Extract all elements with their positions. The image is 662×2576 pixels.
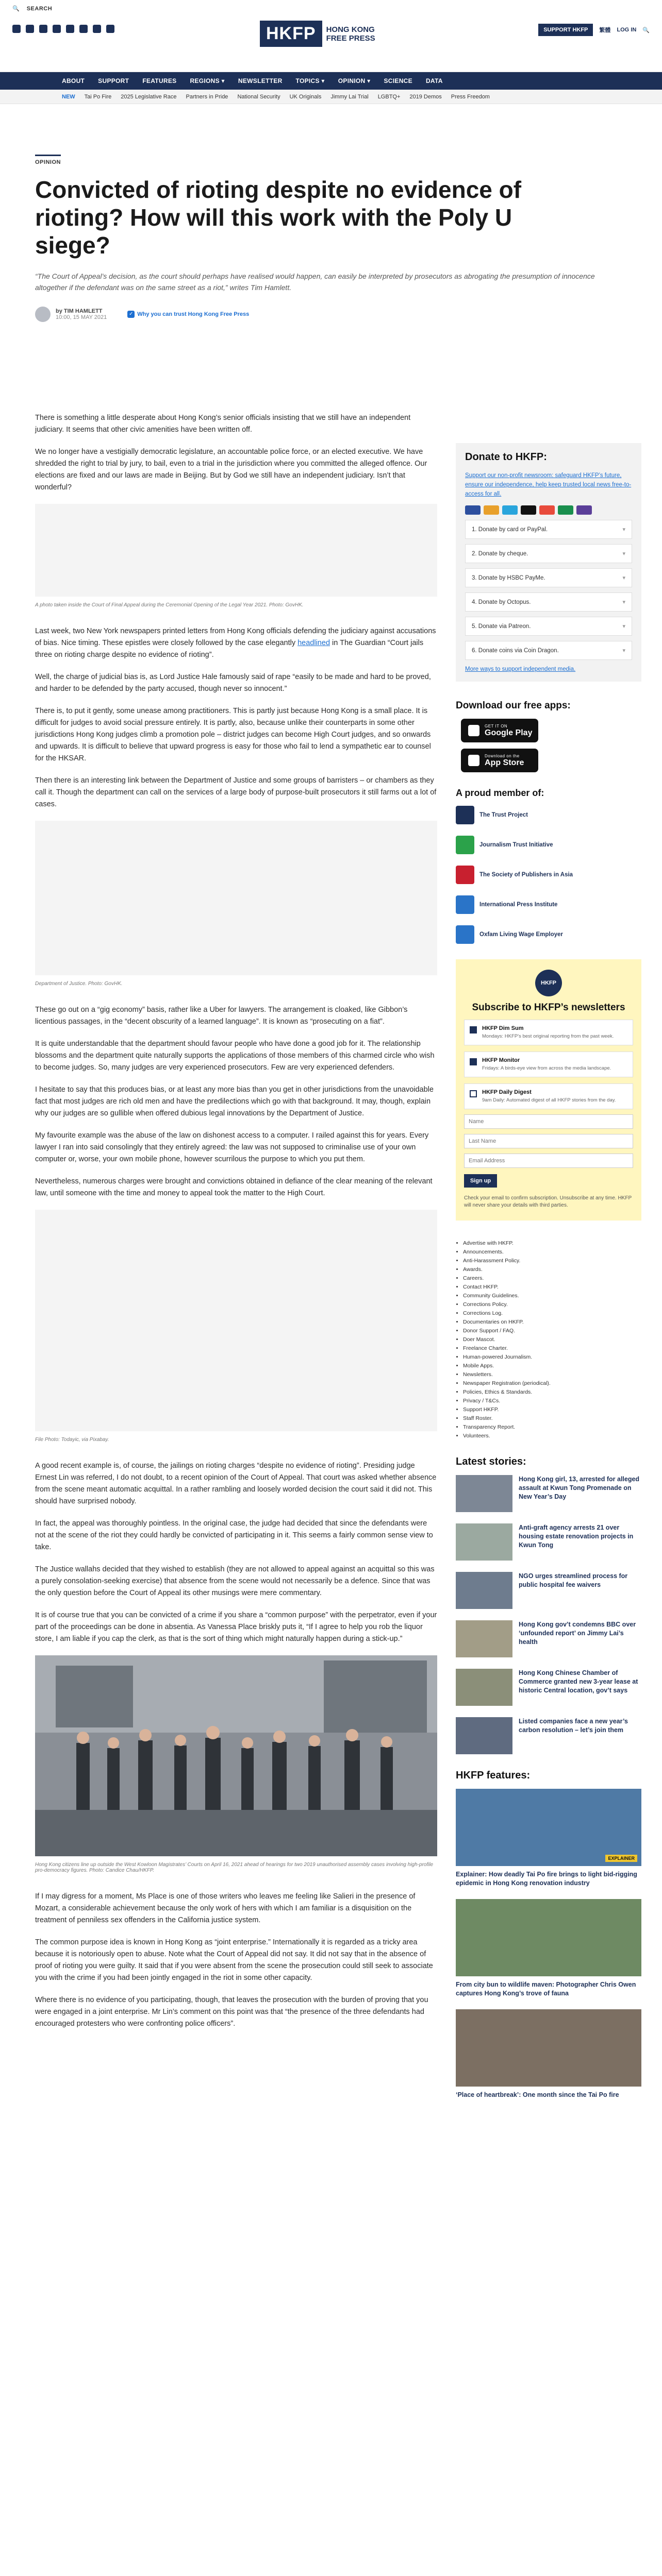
checkbox[interactable] — [470, 1090, 477, 1097]
trust-link-label: Why you can trust Hong Kong Free Press — [137, 311, 250, 317]
more-ways-link[interactable]: More ways to support independent media. — [465, 666, 576, 672]
member-title: A proud member of: — [456, 788, 544, 798]
site-link[interactable]: • Doer Mascot. — [463, 1335, 641, 1344]
paragraph: A good recent example is, of course, the jailings on rioting charges “despite no evidence of rioting”. Presiding judge Ernest Lin was referred, I do not doubt, to a recent opinion of the Court of Appeal. That court was asked whether absence from the scene meant automatic acquittal. In a rather rambling and loosely worded decision the court said it did not. This should have surprised nobody. — [35, 1462, 437, 1505]
donate-option-label: 5. Donate via Patreon. — [472, 623, 531, 630]
donate-link[interactable]: Support our non-profit newsroom: safeguard HKFP’s future, ensure our independence, help keep trusted local news free-to-access for all. — [465, 472, 632, 497]
donate-option[interactable] — [465, 592, 632, 612]
member-org[interactable] — [456, 836, 641, 854]
paragraph: We no longer have a vestigially democratic legislature, an accountable police force, or an elected executive. We have shredded the right to trial by jury, to bail, even to a trial in the jurisdiction where you committed the alleged offence. Our elections are fixed and our laws are made in Beijing. But by God we still have an independent judiciary. Isn’t that wonderful? — [35, 448, 427, 492]
option-name: HKFP Daily Digest — [482, 1089, 532, 1095]
paragraph: It is quite understandable that the department should favour people who have done a good job for it. The relationship blossoms and the department quite naturally supports the applications of those members of this charmed circle who wish to become judges. So, many judges are very experienced prosecutors. Few are very experienced defenders. — [35, 1040, 435, 1072]
paragraph: The Justice wallahs decided that they wished to establish (they are not allowed to appeal against an acquittal so this was a purely consolation-seeking exercise) that absence from the scene would not necessarily be a defence. Since that was the only question before the Court of Appeal its other musings were mere commentary. — [35, 1565, 435, 1597]
story-item[interactable] — [456, 1669, 641, 1706]
paragraph: It is of course true that you can be convicted of a crime if you share a “common purpose” with the perpetrator, even if your part of the proceedings can be done in absentia. As Vanessa Place briskly puts it, “If I agree to help you rob the liquor store, I am liable if you cap the clerk, as that is the sort of thing which might naturally happen during a stick-up.” — [35, 1611, 437, 1643]
checkbox[interactable] — [470, 1026, 477, 1033]
org-name: Journalism Trust Initiative — [479, 842, 553, 848]
explainer-badge: EXPLAINER — [605, 1855, 637, 1862]
site-link[interactable]: • Careers. — [463, 1274, 641, 1283]
computer-photo — [35, 1210, 437, 1431]
story-thumbnail — [456, 1475, 512, 1512]
topic-link[interactable]: Jimmy Lai Trial — [330, 93, 369, 100]
nav-item[interactable]: ABOUT — [62, 77, 85, 84]
nav-item[interactable]: NEWSLETTER — [238, 77, 283, 84]
site-link[interactable]: • Support HKFP. — [463, 1405, 641, 1414]
payme-icon — [558, 505, 573, 515]
sopa-icon — [456, 866, 474, 884]
paragraph — [35, 625, 437, 661]
linkedin-icon[interactable] — [79, 25, 88, 33]
nav-item[interactable]: REGIONS ▾ — [190, 77, 225, 84]
avatar — [35, 307, 51, 322]
donate-widget — [456, 443, 641, 682]
donate-option-label: 1. Donate by card or PayPal. — [472, 526, 548, 533]
nav-item[interactable]: DATA — [425, 77, 443, 84]
paragraph: I hesitate to say that this produces bias, or at least any more bias than you get in other jurisdictions from the unavoidable fact that most judges are rich old men and have the predilections which go with that background. It may, though, explain why our judges are so gullible when offered dubious legal innovations by the Department of Justice. — [35, 1086, 434, 1117]
site-link[interactable]: • Transparency Report. — [463, 1423, 641, 1432]
octopus-icon — [576, 505, 592, 515]
checkbox[interactable] — [470, 1058, 477, 1065]
feature-image — [456, 1899, 641, 1976]
site-link[interactable]: • Newsletters. — [463, 1370, 641, 1379]
site-link[interactable]: • Documentaries on HKFP. — [463, 1318, 641, 1327]
donate-option[interactable] — [465, 520, 632, 539]
story-item[interactable] — [456, 1523, 641, 1561]
newsletter-widget — [456, 959, 641, 1221]
mastercard-icon — [484, 505, 499, 515]
newsletter-option[interactable] — [464, 1020, 633, 1045]
byline-text — [56, 308, 107, 320]
newsletter-logo: HKFP — [535, 970, 562, 996]
paragraph-text: Last week, two New York newspapers printed letters from Hong Kong officials defending the judiciary against accusations of bias. Nice timing. These epistles were closely followed by the case elegantly — [35, 627, 436, 647]
image-caption: Department of Justice. Photo: GovHK. — [35, 981, 123, 987]
story-item[interactable] — [456, 1717, 641, 1754]
option-name: HKFP Monitor — [482, 1057, 520, 1063]
paragraph: In fact, the appeal was thoroughly pointless. In the original case, the judge had decided that since the defendants were not at the scene of the riot they could hardly be convicted of participating in it. This seems a fairly common sense view to take. — [35, 1519, 433, 1551]
story-title: Hong Kong girl, 13, arrested for alleged assault at Kwun Tong Promenade on New Year’s Day — [519, 1476, 640, 1500]
site-link[interactable]: • Policies, Ethics & Standards. — [463, 1388, 641, 1397]
paragraph: These go out on a “gig economy” basis, rather like a Uber for lawyers. The arrangement is cloaked, like Gibbon’s licentious passages, in the “decent obscurity of a learned language”. It is known as “prosecuting on a fiat”. — [35, 1006, 408, 1026]
chevron-down-icon: ▾ — [622, 575, 625, 581]
paragraph: The common purpose idea is known in Hong Kong as “joint enterprise.” Internationally it is regarded as a tricky area because it is notoriously open to abuse. Note what the Court of Appeal did not say. It did not say that in the absence of proof of rioting you were guilty. It said that if you were absent from the scene the prosecution could still seek to associate you with the crime if you had been jointly engaged in the riot in some other capacity. — [35, 1938, 433, 1982]
logo-mark: HKFP — [260, 21, 322, 47]
site-link[interactable]: • Corrections Policy. — [463, 1300, 641, 1309]
apps-title: Download our free apps: — [456, 700, 571, 711]
feature-title: From city bun to wildlife maven: Photographer Chris Owen captures Hong Kong’s trove of fauna — [456, 1981, 636, 1997]
paragraph: My favourite example was the abuse of the law on dishonest access to a computer. I railed against this for years. Every lawyer I ran into said consolingly that they entirely agreed: the law was not supposed to criminalise use of your own computer or, worse, your own mobile phone, however scurrilous the purpose to which you put them. — [35, 1131, 429, 1163]
latest-title: Latest stories: — [456, 1456, 526, 1467]
nav-item[interactable]: FEATURES — [142, 77, 177, 84]
apps-widget — [456, 700, 641, 772]
amex-icon — [502, 505, 518, 515]
site-link[interactable]: • Volunteers. — [463, 1432, 641, 1440]
option-name: HKFP Dim Sum — [482, 1025, 524, 1031]
donate-option-label: 6. Donate coins via Coin Dragon. — [472, 647, 559, 654]
new-badge: NEW — [62, 93, 75, 100]
oxfam-icon — [456, 925, 474, 944]
signup-button[interactable]: Sign up — [464, 1174, 497, 1188]
site-link[interactable]: • Announcements. — [463, 1248, 641, 1257]
nav-item[interactable]: SCIENCE — [384, 77, 412, 84]
site-link[interactable]: • Awards. — [463, 1265, 641, 1274]
donate-option[interactable] — [465, 641, 632, 660]
payment-methods — [465, 505, 632, 515]
store-small-label: Download on the — [485, 753, 520, 758]
byline — [35, 307, 628, 322]
donate-option-label: 4. Donate by Octopus. — [472, 599, 531, 605]
story-item[interactable] — [456, 1475, 641, 1512]
checkmark-icon: ✓ — [127, 311, 135, 318]
feature-image — [456, 2009, 641, 2087]
newsletter-title: Subscribe to HKFP’s newsletters — [472, 1002, 625, 1013]
feature-item[interactable] — [456, 2009, 641, 2099]
topic-link[interactable]: Tai Po Fire — [84, 93, 112, 100]
trust-project-icon — [456, 806, 474, 824]
last-name-field[interactable] — [464, 1134, 633, 1148]
site-link[interactable]: • Donor Support / FAQ. — [463, 1327, 641, 1335]
topic-link[interactable]: 2025 Legislative Race — [121, 93, 177, 100]
youtube-icon[interactable] — [66, 25, 74, 33]
donate-option[interactable] — [465, 544, 632, 563]
author-name[interactable]: by TIM HAMLETT — [56, 308, 103, 314]
chevron-down-icon: ▾ — [622, 527, 625, 533]
social-icons — [12, 25, 114, 33]
paragraph: If I may digress for a moment, Ms Place is one of those writers who leaves me feeling like Salieri in the presence of Mozart, a considerable achievement because the only work of hers with which I am familiar is a disquisition on the treatment of penniless sex offenders in the California justice system. — [35, 1892, 416, 1924]
features-widget — [456, 1770, 641, 2099]
newsletter-option-text — [482, 1057, 611, 1072]
google-play-icon — [468, 725, 479, 736]
jti-icon — [456, 836, 474, 854]
apple-icon — [468, 755, 479, 766]
search-icon[interactable]: 🔍 — [12, 6, 20, 12]
site-link[interactable]: • Newspaper Registration (periodical). — [463, 1379, 641, 1388]
topic-link[interactable]: National Security — [237, 93, 280, 100]
store-big-label: App Store — [485, 758, 524, 767]
site-link[interactable]: • Contact HKFP. — [463, 1283, 641, 1292]
site-link[interactable]: • Privacy / T&Cs. — [463, 1397, 641, 1405]
chevron-down-icon: ▾ — [622, 551, 625, 557]
paragraph: Well, the charge of judicial bias is, as Lord Justice Hale famously said of rape “easily to be made and hard to be proved, and harder to be defended by the party accused, though never so innocent.” — [35, 673, 431, 693]
category-label[interactable]: OPINION — [35, 155, 61, 165]
site-link[interactable]: • Human-powered Journalism. — [463, 1353, 641, 1362]
story-title: Hong Kong gov’t condemns BBC over ‘unfounded report’ on Jimmy Lai’s health — [519, 1621, 636, 1646]
newsletter-option-text — [482, 1089, 616, 1104]
latest-stories — [456, 1456, 641, 1754]
name-field[interactable] — [464, 1114, 633, 1129]
main-nav — [0, 72, 662, 90]
org-name: Oxfam Living Wage Employer — [479, 931, 563, 938]
header-top-links — [12, 5, 52, 12]
feature-image — [456, 1789, 641, 1866]
rss-icon[interactable] — [106, 25, 114, 33]
facebook-icon[interactable] — [12, 25, 21, 33]
image-caption: Hong Kong citizens line up outside the West Kowloon Magistrates’ Courts on April 16, 2021 ahead of hearings for two 2019 unauthorised assembly cases involving high-profile pro-democracy figures. Photo: Candice Chau/HKFP. — [35, 1862, 434, 1873]
topic-nav — [0, 90, 662, 104]
court-queue-photo — [35, 1655, 437, 1856]
org-name: The Society of Publishers in Asia — [479, 872, 573, 878]
donate-option-label: 3. Donate by HSBC PayMe. — [472, 574, 545, 581]
donate-option[interactable] — [465, 568, 632, 587]
memberships-widget — [456, 788, 641, 944]
doj-photo — [35, 821, 437, 975]
story-thumbnail — [456, 1669, 512, 1706]
headline-link[interactable]: headlined — [297, 639, 330, 647]
option-desc: Fridays: A birds-eye view from across the media landscape. — [482, 1065, 611, 1071]
story-thumbnail — [456, 1620, 512, 1657]
visa-icon — [465, 505, 481, 515]
trust-link[interactable] — [127, 311, 249, 318]
story-title: NGO urges streamlined process for public hospital fee waivers — [519, 1572, 628, 1588]
chevron-down-icon: ▾ — [622, 648, 625, 654]
instagram-icon[interactable] — [39, 25, 47, 33]
topic-link[interactable]: LGBTQ+ — [377, 93, 401, 100]
store-big-label: Google Play — [485, 728, 533, 737]
image-caption: File Photo: Todayic, via Pixabay. — [35, 1437, 109, 1443]
login-link[interactable]: LOG IN — [617, 27, 637, 33]
story-item[interactable] — [456, 1572, 641, 1609]
story-title: Hong Kong Chinese Chamber of Commerce granted new 3-year lease at historic Central location, gov’t says — [519, 1669, 638, 1694]
paragraph-text: in The Guardian “Court jails three on rioting charge despite no evidence of rioting”. — [35, 639, 424, 659]
standfirst: “The Court of Appeal’s decision, as the court should perhaps have realised would happen, can easily be interpreted by prosecutors as abrogating the presumption of innocence altogether if the defendant was on the same street as a riot,” writes Tim Hamlett. — [35, 272, 595, 292]
topic-link[interactable]: UK Originals — [289, 93, 322, 100]
google-play-button[interactable] — [461, 719, 538, 742]
story-title: Listed companies face a new year’s carbon resolution – let’s join them — [519, 1718, 628, 1734]
story-title: Anti-graft agency arrests 21 over housing estate renovation projects in Kwun Tong — [519, 1524, 634, 1549]
site-link[interactable]: • Corrections Log. — [463, 1309, 641, 1318]
site-header — [0, 0, 662, 72]
logo-line-2: FREE PRESS — [326, 33, 375, 43]
threads-icon[interactable] — [53, 25, 61, 33]
paragraph: There is something a little desperate about Hong Kong’s senior officials insisting that we still have an independent judiciary. It seems that other civic amenities have been written off. — [35, 414, 411, 434]
site-link[interactable]: • Freelance Charter. — [463, 1344, 641, 1353]
site-links — [456, 1239, 641, 1440]
nav-item[interactable]: TOPICS ▾ — [295, 77, 325, 84]
paragraph: There is, to put it gently, some unease among practitioners. This is partly just because Hong Kong is a small place. It is difficult for judges to avoid social pressure entirely. It is partly, also, because unlike their counterparts in some other jurisdictions Hong Kong judges climb a promotion pole – district judges can become High Court judges, and so onwards and upwards. It is difficult to believe that upward progress is easy for those who fail to lend a sympathetic ear to counsel for the HKSAR. — [35, 707, 431, 762]
option-desc: Mondays: HKFP’s best original reporting from the past week. — [482, 1033, 614, 1039]
member-org[interactable] — [456, 925, 641, 944]
app-store-button[interactable] — [461, 749, 538, 772]
paragraph: Then there is an interesting link between the Department of Justice and some groups of barristers – or chambers as they call it. Though the department can call on the services of a large body of purpose-built prosecutors it still farms out a lot of cases. — [35, 776, 437, 808]
article-body — [35, 412, 437, 2040]
twitter-icon[interactable] — [26, 25, 34, 33]
features-title: HKFP features: — [456, 1770, 531, 1781]
logo-line-1: HONG KONG — [326, 25, 375, 34]
store-small-label: GET IT ON — [485, 723, 508, 728]
story-thumbnail — [456, 1523, 512, 1561]
logo-text — [326, 25, 375, 43]
court-photo — [35, 504, 437, 597]
story-thumbnail — [456, 1717, 512, 1754]
paypal-icon — [539, 505, 555, 515]
site-link[interactable]: • Advertise with HKFP. — [463, 1239, 641, 1248]
option-desc: 9am Daily: Automated digest of all HKFP stories from the day. — [482, 1097, 616, 1103]
feature-item[interactable] — [456, 1899, 641, 1998]
article-header — [35, 155, 628, 322]
sidebar — [456, 443, 641, 2111]
newsletter-option-text — [482, 1025, 614, 1040]
donate-title: Donate to HKFP: — [465, 451, 547, 463]
story-item[interactable] — [456, 1620, 641, 1657]
language-switch[interactable]: 繁體 — [599, 27, 611, 33]
feature-title: Explainer: How deadly Tai Po fire brings to light bid-rigging epidemic in Hong Kong renovation industry — [456, 1871, 637, 1887]
site-link[interactable]: • Community Guidelines. — [463, 1292, 641, 1300]
site-link[interactable]: • Staff Roster. — [463, 1414, 641, 1423]
newsletter-option[interactable] — [464, 1083, 633, 1109]
site-logo[interactable] — [260, 21, 375, 47]
donate-option[interactable] — [465, 617, 632, 636]
topic-link[interactable]: 2019 Demos — [409, 93, 442, 100]
site-link[interactable]: • Anti-Harassment Policy. — [463, 1257, 641, 1265]
image-caption: A photo taken inside the Court of Final Appeal during the Ceremonial Opening of the Legal Year 2021. Photo: GovHK. — [35, 602, 304, 608]
feature-title: ‘Place of heartbreak’: One month since the Tai Po fire — [456, 2091, 619, 2098]
topic-link[interactable]: Press Freedom — [451, 93, 490, 100]
search-link[interactable]: SEARCH — [26, 5, 53, 12]
newsletter-note: Check your email to confirm subscription. Unsubscribe at any time. HKFP will never share your details with third parties. — [464, 1195, 632, 1208]
org-name: International Press Institute — [479, 902, 558, 908]
newsletter-option[interactable] — [464, 1052, 633, 1077]
paragraph: Nevertheless, numerous charges were brought and convictions obtained in defiance of the clear meaning of the relevant law, until someone with the time and money to appeal took the matter to the High Court. — [35, 1177, 433, 1197]
telegram-icon[interactable] — [93, 25, 101, 33]
nav-item[interactable]: SUPPORT — [98, 77, 129, 84]
chevron-down-icon: ▾ — [622, 599, 625, 605]
page-title: Convicted of rioting despite no evidence of rioting? How will this work with the Poly U siege? — [35, 176, 522, 259]
story-thumbnail — [456, 1572, 512, 1609]
email-field[interactable] — [464, 1154, 633, 1168]
member-org[interactable] — [456, 866, 641, 884]
ipi-icon — [456, 895, 474, 914]
publish-date: 10:00, 15 MAY 2021 — [56, 314, 107, 320]
site-link[interactable]: • Mobile Apps. — [463, 1362, 641, 1370]
org-name: The Trust Project — [479, 812, 528, 818]
member-org[interactable] — [456, 895, 641, 914]
search-icon[interactable]: 🔍 — [642, 27, 650, 33]
topic-link[interactable]: Partners in Pride — [186, 93, 228, 100]
nav-item[interactable]: OPINION ▾ — [338, 77, 371, 84]
paragraph: Where there is no evidence of you participating, though, that leaves the prosecution with the burden of proving that you were engaged in a joint enterprise. Mr Lin’s comment on this point was that “the presence of the three defendants had encouraged protesters who were confronting police officers”. — [35, 1996, 428, 2028]
member-org[interactable] — [456, 806, 641, 824]
donate-option-label: 2. Donate by cheque. — [472, 550, 528, 557]
feature-item[interactable] — [456, 1789, 641, 1888]
chevron-down-icon: ▾ — [622, 623, 625, 630]
apple-pay-icon — [521, 505, 536, 515]
support-button[interactable]: SUPPORT HKFP — [538, 24, 593, 36]
header-actions — [538, 24, 650, 36]
